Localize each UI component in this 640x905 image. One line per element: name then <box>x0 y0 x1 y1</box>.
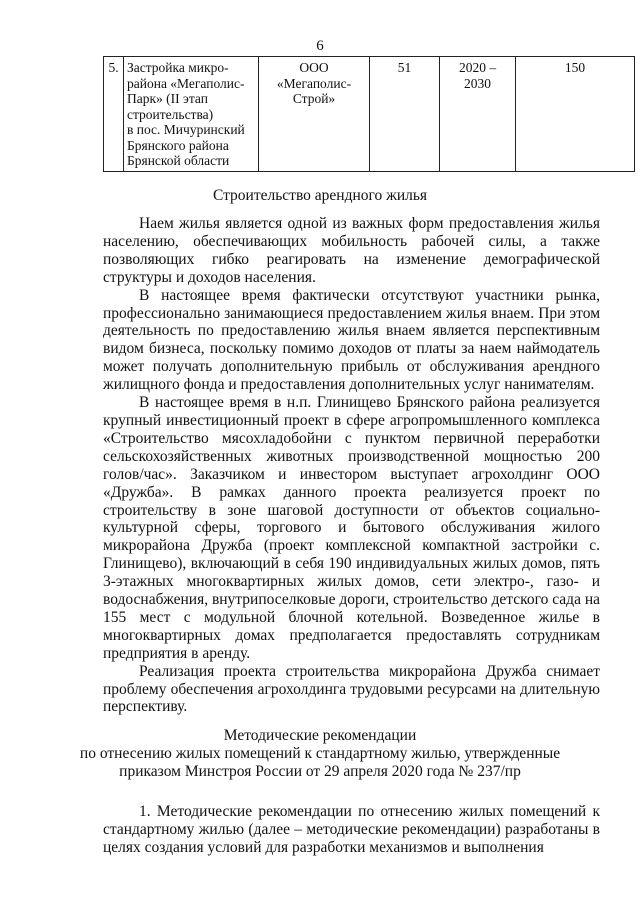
paragraph: 1. Методические рекомендации по отнесению жилых помещений к стандартному жилью (далее – методические рекомендации) разработаны в целях создания условий для разработки механизмов и выполнения <box>103 803 600 856</box>
cost-cell: 150 <box>516 57 635 172</box>
recommendations-heading-line2: по отнесению жилых помещений к стандартному жилью, утвержденные <box>79 745 561 762</box>
paragraph: Наем жилья является одной из важных форм предоставления жилья населению, обеспечивающих мобильность рабочей силы, а также позволяющих гибко реагировать на изменение демографической структуры и доходов населения. <box>103 215 600 286</box>
project-name-cell: Застройка микро- района «Мегаполис- Парк» (II этап строительства) в пос. Мичуринский Брянского района Брянской области <box>124 57 259 172</box>
paragraph: Реализация проекта строительства микрорайона Дружба снимает проблему обеспечения агрохолдинга трудовыми ресурсами на длительную перспективу. <box>103 662 600 716</box>
section-heading-rental-housing: Строительство арендного жилья <box>212 187 428 204</box>
paragraph: В настоящее время в н.п. Глинищево Брянского района реализуется крупный инвестиционный проект в сфере агропромышленного комплекса «Строительство мясохладобойни с пунктом первичной переработки сельскохозяйственных животных производственной мощностью 200 голов/час». Заказчиком и инвестором выступает агрохолдинг ООО «Дружба». В рамках данного проекта реализуется проект по строительству в зоне шаговой доступности от объектов социально-культурной сферы, торгового и бытового обслуживания жилого микрорайона Дружба (проект комплексной компактной застройки с. Глинищево), включающий в себя 190 индивидуальных жилых домов, пять 3-этажных многоквартирных жилых домов, сети электро-, газо- и водоснабжения, внутрипоселковые дороги, строительство детского сада на 155 мест с модульной блочной котельной. Возведенное жилье в многоквартирных домах предполагается предоставлять сотрудникам предприятия в аренду. <box>103 394 600 662</box>
developer-cell: ООО «Мегаполис- Строй» <box>259 57 370 172</box>
project-table <box>103 56 635 172</box>
recommendations-heading-line3: приказом Минстроя России от 29 апреля 2020 года № 237/пр <box>119 763 521 780</box>
rental-housing-text <box>103 215 600 716</box>
table-row <box>104 57 635 172</box>
page-number: 6 <box>316 38 324 54</box>
paragraph: В настоящее время фактически отсутствуют участники рынка, профессионально занимающиеся предоставлением жилья внаем. При этом деятельность по предоставлению жилья внаем является перспективным видом бизнеса, поскольку помимо доходов от платы за наем наймодатель может получать дополнительную прибыль от обслуживания арендного жилищного фонда и предоставления дополнительных услуг нанимателям. <box>103 286 600 394</box>
recommendations-heading-line1: Методические рекомендации <box>223 727 417 744</box>
row-number-cell: 5. <box>104 57 124 172</box>
recommendations-text <box>103 803 600 857</box>
area-cell: 51 <box>370 57 440 172</box>
period-cell: 2020 – 2030 <box>440 57 516 172</box>
